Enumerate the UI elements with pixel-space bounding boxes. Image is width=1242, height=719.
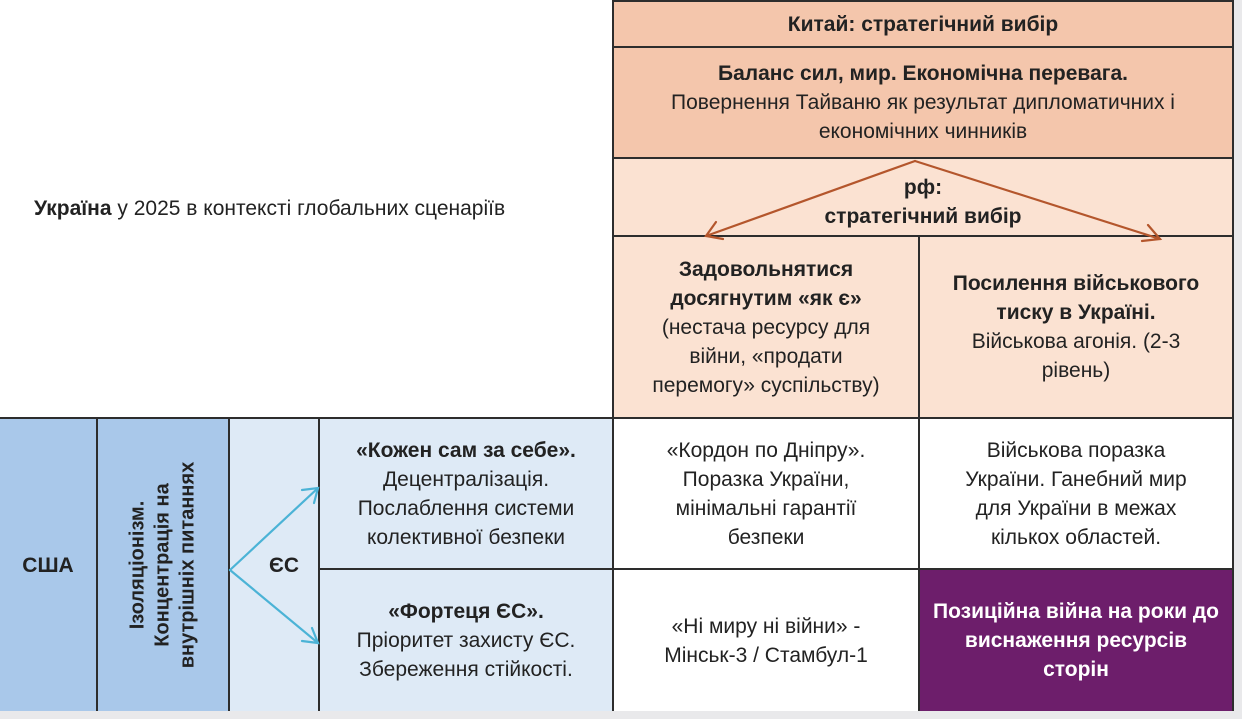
eu-row2-text: Пріоритет захисту ЄС. Збереження стійкості. (356, 629, 576, 681)
russia-strategic-choice (614, 159, 1232, 235)
china-scenario (614, 48, 1232, 157)
diagram-title (0, 0, 612, 417)
eu-scenario-fortress (320, 570, 612, 711)
russia-option1-text: (нестача ресурсу для війни, «продати перемогу» суспільству) (652, 315, 880, 397)
usa-label: США (0, 419, 96, 711)
russia-option-status-quo (614, 237, 918, 417)
title-rest: у 2025 в контексті глобальних сценаріїв (111, 197, 506, 220)
russia-label-line1: рф: (903, 176, 943, 199)
title-country: Україна (34, 197, 112, 220)
china-header: Китай: стратегічний вибір (614, 2, 1232, 46)
russia-option1-bold: Задовольнятися досягнутим «як є» (670, 257, 862, 310)
outcome-r1c1: «Кордон по Дніпру». Поразка України, мінімальні гарантії безпеки (614, 419, 918, 568)
eu-row1-bold: «Кожен сам за себе». (356, 438, 576, 462)
china-scenario-text: Повернення Тайваню як результат дипломатичних і економічних чинників (671, 91, 1175, 143)
outcome-r2c2: Позиційна війна на роки до виснаження ресурсів сторін (920, 570, 1232, 711)
russia-option2-bold: Посилення військового тиску в Україні. (952, 272, 1200, 324)
china-scenario-bold: Баланс сил, мир. Економічна перевага. (717, 62, 1129, 85)
usa-strategy (98, 419, 228, 711)
eu-scenario-each-for-self (320, 419, 612, 568)
russia-label-line2: стратегічний вибір (824, 205, 1022, 228)
russia-option-escalation (920, 237, 1232, 417)
russia-option2-text: Військова агонія. (2-3 рівень) (971, 330, 1181, 382)
usa-strategy-text: Ізоляціонізм. Концентрація на внутрішніх питаннях (126, 461, 199, 669)
outcome-r2c1: «Ні миру ні війни» - Мінськ-3 / Стамбул-1 (614, 570, 918, 711)
eu-row2-bold: «Фортеця ЄС». (388, 600, 544, 623)
eu-row1-text: Децентралізація. Послаблення системи колективної безпеки (357, 467, 575, 549)
outcome-r1c2: Військова поразка України. Ганебний мир для України в межах кількох областей. (920, 419, 1232, 568)
eu-label: ЄС (230, 419, 318, 711)
